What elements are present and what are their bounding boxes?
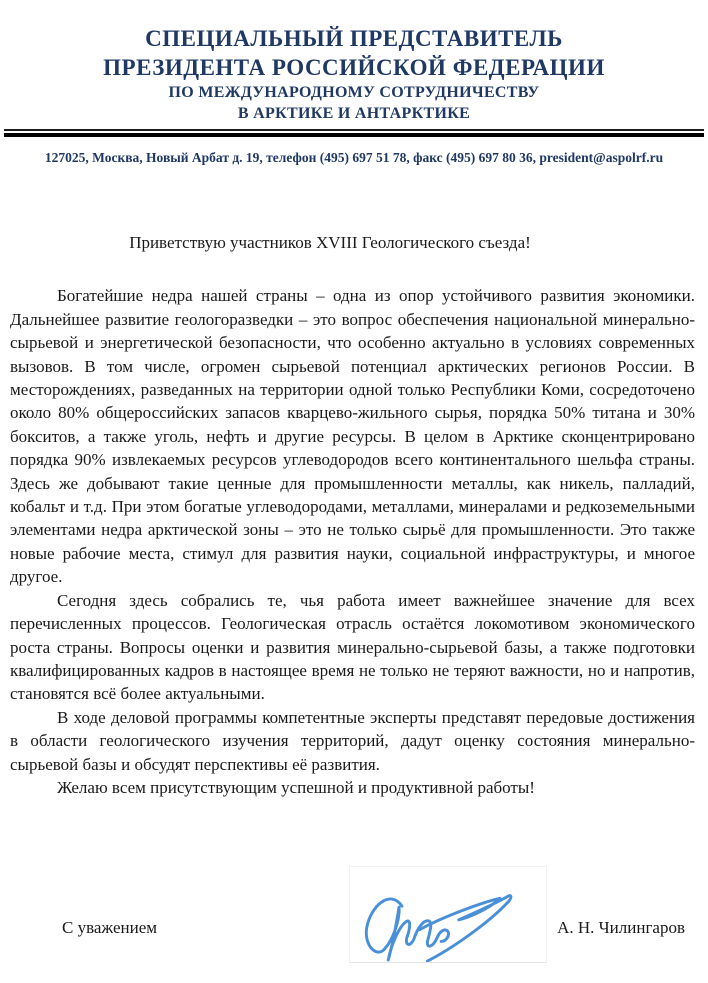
- letterhead: [0, 0, 708, 167]
- salutation: Приветствую участников XVIII Геологического съезда!: [129, 233, 531, 252]
- letterhead-contact-line: 127025, Москва, Новый Арбат д. 19, телефон (495) 697 51 78, факс (495) 697 80 36, president@aspolrf.ru: [44, 150, 664, 165]
- letter-body: [10, 231, 695, 799]
- signature-image: [349, 866, 547, 963]
- handwritten-signature-icon: [350, 867, 546, 962]
- letterhead-title-line1: СПЕЦИАЛЬНЫЙ ПРЕДСТАВИТЕЛЬ: [145, 26, 563, 51]
- letterhead-title-line2: ПРЕЗИДЕНТА РОССИЙСКОЙ ФЕДЕРАЦИИ: [103, 55, 605, 80]
- signer-name: А. Н. Чилингаров: [557, 918, 685, 937]
- paragraph-1: Богатейшие недра нашей страны – одна из опор устойчивого развития экономики. Дальнейшее развитие геологоразведки – это вопрос обеспечения национальной минерально-сырьевой и энергетической безопасности, что особенно актуально в условиях современных вызовов. В том числе, огромен сырьевой потенциал арктических регионов России. В месторождениях, разведанных на территории одной только Республики Коми, сосредоточено около 80% общероссийских запасов кварцево-жильного сырья, порядка 50% титана и 30% бокситов, а также уголь, нефть и другие ресурсы. В целом в Арктике сконцентрировано порядка 90% извлекаемых ресурсов углеводородов всего континентального шельфа страны. Здесь же добывают такие ценные для промышленности металлы, как никель, палладий, кобальт и т.д. При этом богатые углеводородами, металлами, минералами и редкоземельными элементами недра арктической зоны – это не только сырьё для промышленности. Это также новые рабочие места, стимул для развития науки, социальной инфраструктуры, и многое другое.: [10, 286, 695, 587]
- closing-phrase: С уважением: [62, 918, 158, 937]
- signature-block: [62, 866, 685, 966]
- letterhead-divider: [4, 129, 704, 137]
- paragraph-3: В ходе деловой программы компетентные эксперты представят передовые достижения в области геологического изучения территорий, дадут оценку состояния минерально-сырьевой базы и обсудят перспективы её развития.: [10, 707, 695, 774]
- paragraph-2: Сегодня здесь собрались те, чья работа имеет важнейшее значение для всех перечисленных процессов. Геологическая отрасль остаётся локомотивом экономического роста страны. Вопросы оценки и развития минерально-сырьевой базы, а также подготовки квалифицированных кадров в настоящее время не только не теряют важности, но и напротив, становятся всё более актуальными.: [10, 590, 695, 704]
- letterhead-subtitle-line1: ПО МЕЖДУНАРОДНОМУ СОТРУДНИЧЕСТВУ: [168, 84, 540, 101]
- paragraph-4: Желаю всем присутствующим успешной и продуктивной работы!: [57, 777, 535, 797]
- divider-thin-line: [4, 129, 704, 131]
- letterhead-subtitle-line2: В АРКТИКЕ И АНТАРКТИКЕ: [237, 105, 471, 122]
- divider-thick-line: [4, 133, 704, 137]
